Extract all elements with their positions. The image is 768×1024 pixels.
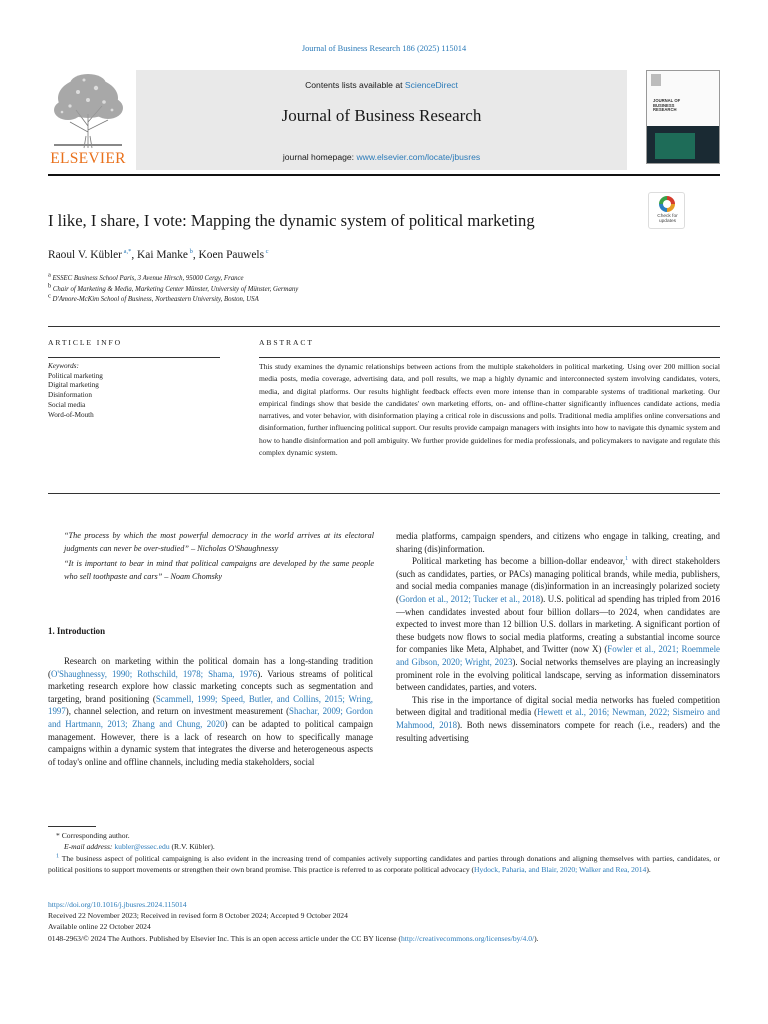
author-affiliation-marker[interactable]: c (264, 248, 269, 256)
affiliation-text: ESSEC Business School Paris, 3 Avenue Hirsch, 95000 Cergy, France (52, 275, 244, 282)
keywords-title: Keywords: (48, 362, 79, 370)
article-info-rule (48, 357, 220, 358)
abstract-rule (259, 357, 720, 358)
license-prefix: 0148-2963/© 2024 The Authors. Published by Elsevier Inc. This is an open access article under the CC BY license ( (48, 933, 401, 943)
body-paragraph (396, 555, 720, 694)
check-updates-label: Check for updates (657, 214, 678, 225)
affiliation-text: D'Amore-McKim School of Business, Northeastern University, Boston, USA (52, 296, 259, 304)
affiliation-marker: a (48, 271, 53, 279)
check-updates-icon-center (663, 200, 671, 208)
text-run: Political marketing has become a billion-dollar endeavor, (412, 556, 625, 567)
header-divider (48, 326, 720, 327)
contents-prefix: Contents lists available at (305, 80, 405, 90)
cover-title: JOURNAL OF BUSINESS RESEARCH (653, 98, 681, 113)
footnote-rule (48, 826, 96, 827)
author-separator: , (192, 249, 199, 261)
footnote-marker[interactable]: 1 (56, 852, 60, 860)
text-run: Research on marketing within the political domain has a long-standing tradition ( (48, 656, 373, 679)
author-name[interactable]: Koen Pauwels (198, 249, 265, 261)
author-affiliation-marker[interactable]: b (187, 248, 193, 256)
abstract-heading: ABSTRACT (259, 338, 314, 347)
keyword-item: Digital marketing (48, 381, 99, 390)
text-run: ) can be adapted to political campaign management. However, there is a lack of research on how to specifically manage campaigns within a dynamic system that integrates the diverse and heterogeneous aspects of today's online and offline channels, including media stakeholders, social (48, 718, 373, 767)
text-run: ). U.S. political ad spending has tripled from 2016—when candidates invested about four billion dollars—to 2024, when candidates are expected to invest more than 12 billion U.S. dollars in marketing. A significant portion of these budgets now flows to social media platforms, creating a substantial income source for companies like Meta, Alphabet, and Twitter (now X) ( (396, 593, 720, 655)
text-run: ). Various streams of political marketing research explore how classic marketing concepts such as segmentation and targeting, brand positioning ( (48, 668, 373, 704)
right-column-body (396, 530, 720, 744)
keyword-item: Disinformation (48, 391, 92, 400)
affiliation-item (48, 271, 298, 285)
abstract-bottom-rule (48, 493, 720, 494)
email-label: E-mail address: (64, 842, 115, 852)
author-name[interactable]: Kai Manke (137, 249, 188, 261)
doi-link[interactable]: https://doi.org/10.1016/j.jbusres.2024.115014 (48, 900, 187, 909)
journal-banner (136, 70, 627, 170)
email-suffix: (R.V. Kübler). (169, 842, 215, 852)
affiliation-marker: c (48, 292, 53, 300)
keyword-item: Political marketing (48, 371, 103, 380)
check-for-updates-badge[interactable] (648, 192, 685, 229)
section-heading: 1. Introduction (48, 626, 106, 636)
epigraph-quote: “It is important to bear in mind that political campaigns are developed by the same people who sell toothpaste and cars” – Noam Chomsky (64, 559, 374, 581)
cover-logo (651, 74, 661, 86)
affiliation-text: Chair of Marketing & Media, Marketing Center Münster, University of Münster, Germany (52, 285, 299, 293)
body-paragraph (396, 694, 720, 744)
citation-link[interactable]: Shachar, 2009; Gordon and Hartmann, 2013; Zhang and Chung, 2020 (48, 706, 373, 729)
homepage-link[interactable]: www.elsevier.com/locate/jbusres (356, 152, 481, 162)
email-link[interactable]: kubler@essec.edu (114, 842, 170, 852)
article-info-heading: ARTICLE INFO (48, 338, 123, 347)
body-paragraph (396, 530, 720, 555)
text-run: The business aspect of political campaigning is also evident in the increasing trend of companies actively supporting candidates and parties through donations and aligning themselves with parties, candidates, or political positions to support movements or strengthen their own brand promise. This practice is referred to as corporate political advocacy ( (48, 853, 720, 875)
text-run: ), channel selection, and return on investment measurement ( (65, 706, 290, 717)
affiliation-item (48, 282, 299, 296)
citation-link[interactable]: Hydock, Paharia, and Blair, 2020; Walker and Rea, 2014 (474, 865, 647, 875)
sciencedirect-link[interactable]: ScienceDirect (404, 80, 458, 90)
author-list (48, 249, 269, 261)
corresponding-author-note: * Corresponding author. (56, 831, 130, 840)
text-run: This rise in the importance of digital social media networks has fueled competition between digital and traditional media ( (396, 694, 720, 718)
affiliation-marker: b (48, 282, 53, 290)
journal-cover-thumbnail[interactable] (646, 70, 720, 164)
citation-link[interactable]: O'Shaughnessy, 1990; Rothschild, 1978; Shama, 1976 (50, 668, 258, 679)
affiliation-item (48, 292, 298, 306)
author-separator: , (131, 249, 138, 261)
article-title: I like, I share, I vote: Mapping the dynamic system of political marketing (48, 211, 535, 230)
text-run: ). Social networks themselves are playing an increasingly prominent role in the evolving political landscape, serving as information disseminators between candidates, parties, and voters. (396, 656, 720, 693)
available-online: Available online 22 October 2024 (48, 922, 151, 932)
license-link[interactable]: http://creativecommons.org/licenses/by/4.0/ (400, 933, 535, 943)
citation-link[interactable]: Scammell, 1999; Speed, Butler, and Collins, 2015; Wring, 1997 (48, 693, 373, 717)
license-suffix: ). (534, 933, 539, 943)
publication-info (48, 899, 720, 944)
elsevier-wordmark: ELSEVIER (50, 150, 126, 167)
journal-title: Journal of Business Research (281, 106, 482, 125)
epigraph-quotes (64, 530, 374, 583)
cover-image-accent (655, 133, 695, 159)
masthead-rule (48, 174, 720, 176)
text-run: media platforms, campaign spenders, and citizens who engage in talking, creating, and sharing (dis)information. (396, 531, 720, 554)
homepage-line (136, 152, 627, 162)
keyword-item: Social media (48, 400, 86, 409)
citation-link[interactable]: Fowler et al., 2021; Roemmele and Gibson, 2020; Wright, 2023 (396, 644, 720, 667)
citation-link[interactable]: Hewett et al., 2016; Newman, 2022; Sismeiro and Mahmood, 2018 (396, 707, 720, 730)
license-line (48, 933, 720, 944)
footnote-1 (48, 853, 720, 876)
keywords-block (48, 362, 220, 420)
intro-paragraph (48, 655, 373, 768)
text-run: ). (646, 865, 651, 875)
contents-line (136, 80, 627, 90)
journal-citation[interactable]: Journal of Business Research 186 (2025) 115014 (301, 44, 467, 53)
elsevier-tree-logo (48, 70, 128, 170)
affiliation-list (48, 271, 299, 306)
text-run: ). Both news disseminators compete for reach (i.e., readers) and the resulting advertising (396, 719, 720, 743)
journal-masthead (48, 70, 720, 170)
citation-link[interactable]: Gordon et al., 2012; Tucker et al., 2018 (398, 593, 541, 604)
text-run: with direct stakeholders (such as candidates, parties, or PACs) managing political brands, while media, publishers, and social media companies manage (dis)information in an increasingly polarized society ( (396, 556, 720, 604)
email-note (48, 841, 720, 852)
received-dates: Received 22 November 2023; Received in revised form 8 October 2024; Accepted 9 October 2024 (48, 911, 348, 921)
epigraph-quote: “The process by which the most powerful democracy in the world arrives at its electoral judgments can never be over-studied” – Nicholas O'Shaughnessy (64, 531, 374, 553)
homepage-prefix: journal homepage: (282, 152, 357, 162)
keyword-item: Word-of-Mouth (48, 410, 94, 419)
author-name[interactable]: Raoul V. Kübler (48, 249, 122, 261)
abstract-text: This study examines the dynamic relationships between actions from the multiple stakeholders in political marketing. Using over 200 million social media posts, media coverage, advertising data, and poll results, we map a highly dynamic and interconnected system involving candidates, voters, media, and digital platforms. Our results highlight feedback effects even more intense than in comparable systems of traditional marketing. Our empirical findings show that beside the candidates' own marketing efforts, on- and offline-chatter significantly influences candidate actions, media narratives, and voter behavior, with disinformation playing a critical role in discussions and polls. Traditional media amplifies online conversations and disinformation, further influencing political support. Our results provide campaign managers with insights into how to navigate this dynamic system and how to handle disinformation and poll ambiguity. We further provide guidelines for media professionals, and policymakers to navigate and regulate this complex dynamic system. (259, 362, 720, 458)
footnote-marker[interactable]: 1 (624, 555, 629, 563)
author-affiliation-marker[interactable]: a,* (121, 248, 132, 256)
footnotes (48, 826, 720, 876)
